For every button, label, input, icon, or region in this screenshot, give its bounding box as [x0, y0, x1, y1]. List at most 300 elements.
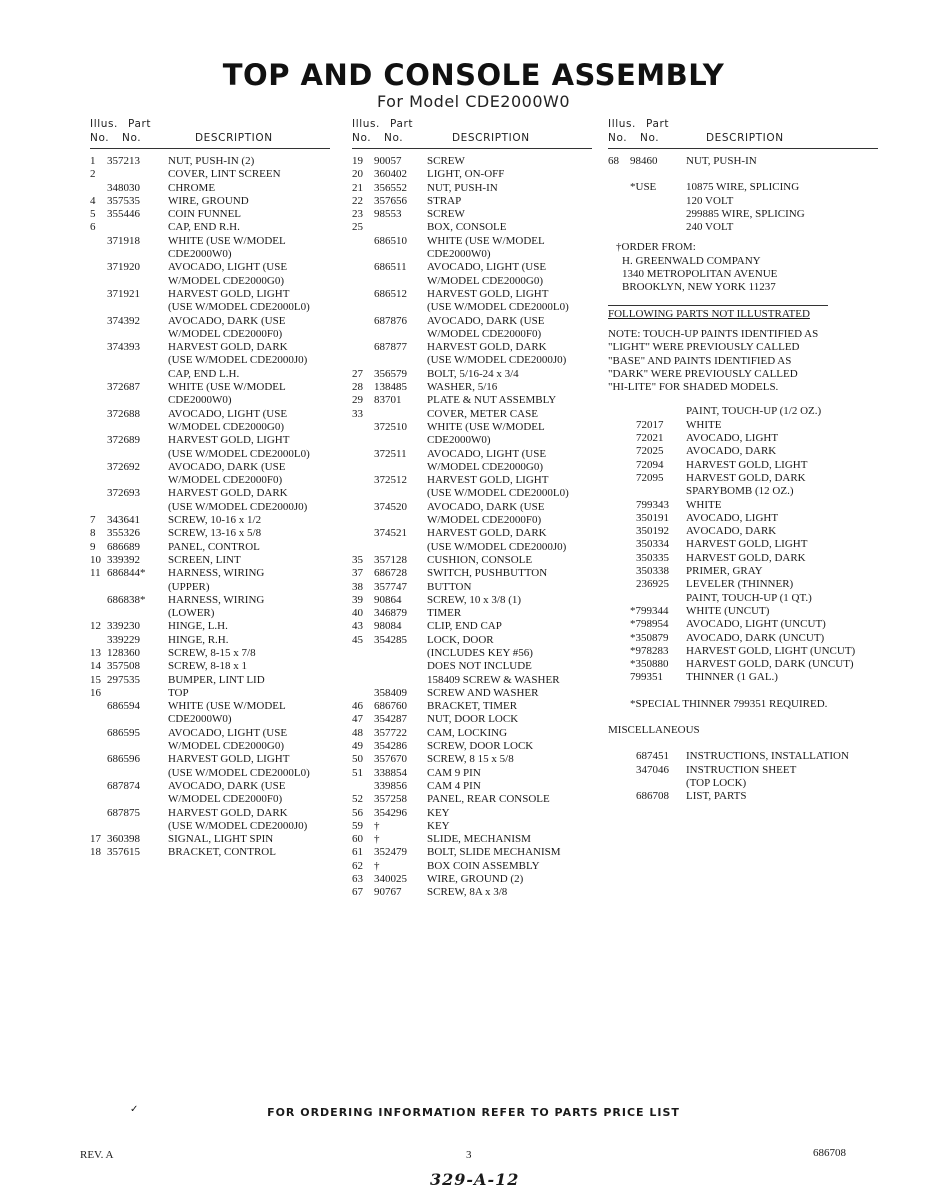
- column-header: [90, 118, 330, 149]
- spray-header-row: [608, 485, 878, 498]
- table-row: [352, 501, 592, 514]
- table-row: [90, 248, 330, 261]
- order-line: 1340 METROPOLITAN AVENUE: [622, 268, 778, 281]
- table-row: [90, 581, 330, 594]
- table-row: [608, 472, 878, 485]
- note-text: "LIGHT" WERE PREVIOUSLY CALLED: [608, 341, 800, 354]
- description: CAM 9 PIN: [427, 766, 481, 779]
- table-row: [90, 461, 330, 474]
- description: CLIP, END CAP: [427, 620, 502, 633]
- header-description: DESCRIPTION: [452, 132, 530, 144]
- part-no: 297535: [107, 673, 140, 686]
- part-no: 339230: [107, 620, 140, 633]
- description: HARVEST GOLD, LIGHT: [686, 538, 808, 551]
- table-row: [352, 647, 592, 660]
- description: CAP, END L.H.: [168, 367, 240, 380]
- header-no: No.: [122, 132, 142, 144]
- table-row: [90, 315, 330, 328]
- table-row: [608, 578, 878, 591]
- header-illus: Illus.: [608, 118, 636, 130]
- table-row: [352, 713, 592, 726]
- description: W/MODEL CDE2000G0): [168, 420, 284, 433]
- illus-no: 7: [90, 514, 96, 527]
- note-line: [608, 341, 878, 354]
- table-row: [352, 248, 592, 261]
- illus-no: 35: [352, 553, 363, 566]
- part-no: 687875: [107, 806, 140, 819]
- table-row: [90, 261, 330, 274]
- description: WHITE: [686, 418, 722, 431]
- table-row: [608, 445, 878, 458]
- description: WHITE (UNCUT): [686, 604, 770, 617]
- paint-header-row: [608, 405, 878, 418]
- page-number: 3: [466, 1149, 472, 1161]
- part-no: 686510: [374, 234, 407, 247]
- description: INSTRUCTIONS, INSTALLATION: [686, 750, 849, 763]
- table-row: [90, 780, 330, 793]
- illus-no: 33: [352, 407, 363, 420]
- illus-no: 16: [90, 686, 101, 699]
- footer-note: FOR ORDERING INFORMATION REFER TO PARTS PRICE LIST: [267, 1106, 680, 1119]
- part-no: 686511: [374, 261, 407, 274]
- part-no: †: [374, 859, 380, 872]
- description: (UPPER): [168, 580, 210, 593]
- part-no: 356552: [374, 181, 407, 194]
- description: SCREW, 8-15 x 7/8: [168, 646, 256, 659]
- description: BRACKET, CONTROL: [168, 846, 276, 859]
- table-row: [90, 727, 330, 740]
- description: HARVEST GOLD, LIGHT: [427, 287, 549, 300]
- header-part: Part: [390, 118, 414, 130]
- part-no: 72021: [636, 432, 664, 445]
- table-row: [90, 208, 330, 221]
- illus-no: 1: [90, 155, 96, 167]
- part-no: 98460: [630, 155, 658, 167]
- table-row: [90, 275, 330, 288]
- description: CAP, END R.H.: [168, 221, 240, 234]
- table-row: [90, 474, 330, 487]
- part-no: 686689: [107, 540, 140, 553]
- description: NUT, PUSH-IN: [686, 155, 757, 167]
- part-no: 686594: [107, 700, 140, 713]
- table-row: [352, 155, 592, 168]
- description: AVOCADO, DARK (USE: [168, 314, 286, 327]
- description: SCREW, 10 x 3/8 (1): [427, 593, 522, 606]
- part-no: 98553: [374, 208, 402, 221]
- table-row: [90, 607, 330, 620]
- description: (USE W/MODEL CDE2000L0): [168, 766, 310, 779]
- illus-no: 13: [90, 646, 101, 659]
- parts-column-1: [90, 118, 330, 860]
- table-row: [90, 235, 330, 248]
- illus-no: 56: [352, 806, 363, 819]
- part-no: 372512: [374, 474, 407, 487]
- table-row: [608, 605, 878, 618]
- table-row: [90, 660, 330, 673]
- illus-no: 61: [352, 846, 363, 859]
- part-no: 374520: [374, 500, 407, 513]
- part-no: 357615: [107, 846, 140, 859]
- description: HARNESS, WIRING: [168, 567, 265, 580]
- description: TIMER: [427, 607, 462, 620]
- part-no: 350335: [636, 551, 669, 564]
- table-row: [352, 182, 592, 195]
- table-row: [352, 687, 592, 700]
- table-row: [352, 607, 592, 620]
- tick-mark: ✓: [130, 1104, 139, 1115]
- part-no: 372689: [107, 434, 140, 447]
- spray-header: SPARYBOMB (12 OZ.): [686, 485, 794, 498]
- use-line-row: [608, 195, 878, 208]
- part-no: 98084: [374, 620, 402, 633]
- part-no: 72025: [636, 445, 664, 458]
- table-row: [90, 687, 330, 700]
- description: W/MODEL CDE2000F0): [168, 327, 283, 340]
- table-row: [352, 846, 592, 859]
- description: HARVEST GOLD, DARK: [427, 527, 547, 540]
- illus-no: 11: [90, 567, 101, 580]
- illus-no: 9: [90, 540, 96, 553]
- illus-no: 43: [352, 620, 363, 633]
- description: AVOCADO, LIGHT (USE: [168, 261, 288, 274]
- part-no: 346879: [374, 607, 407, 620]
- illus-no: 47: [352, 713, 363, 726]
- table-row: [90, 501, 330, 514]
- description: WHITE (USE W/MODEL: [168, 700, 286, 713]
- table-row: [90, 740, 330, 753]
- table-row: [90, 182, 330, 195]
- part-no: 350191: [636, 511, 669, 524]
- table-row: [90, 567, 330, 580]
- note-line: [608, 368, 878, 381]
- part-no: 374392: [107, 314, 140, 327]
- part-no: 354287: [374, 713, 407, 726]
- part-no: 354286: [374, 740, 407, 753]
- part-no: 371921: [107, 287, 140, 300]
- paint-header: PAINT, TOUCH-UP (1 QT.): [686, 591, 812, 604]
- description: HARVEST GOLD, DARK: [686, 471, 806, 484]
- illus-no: 62: [352, 859, 363, 872]
- part-no: 236925: [636, 578, 669, 591]
- table-row: [90, 448, 330, 461]
- header-no: No.: [384, 132, 404, 144]
- table-row: [352, 288, 592, 301]
- table-row: [352, 235, 592, 248]
- header-description: DESCRIPTION: [195, 132, 273, 144]
- table-row: [90, 434, 330, 447]
- description: PANEL, CONTROL: [168, 540, 260, 553]
- description: HARVEST GOLD, LIGHT: [168, 434, 290, 447]
- description: COVER, METER CASE: [427, 407, 538, 420]
- table-row: [608, 750, 878, 763]
- illus-no: 40: [352, 607, 363, 620]
- description: (USE W/MODEL CDE2000L0): [168, 301, 310, 314]
- illus-no: 46: [352, 700, 363, 713]
- part-no: 350334: [636, 538, 669, 551]
- table-row: [90, 487, 330, 500]
- description: HARNESS, WIRING: [168, 593, 265, 606]
- table-row: [90, 833, 330, 846]
- column-header: [608, 118, 878, 149]
- description: (LOWER): [168, 607, 215, 620]
- illus-no: 20: [352, 168, 363, 181]
- part-no: 371920: [107, 261, 140, 274]
- table-row: [90, 793, 330, 806]
- description: HARVEST GOLD, DARK: [686, 551, 806, 564]
- table-row: [352, 487, 592, 500]
- part-no: 687451: [636, 750, 669, 763]
- table-row: [608, 155, 878, 168]
- illus-no: 19: [352, 155, 363, 167]
- description: 158409 SCREW & WASHER: [427, 673, 560, 686]
- table-row: [352, 434, 592, 447]
- header-part: Part: [128, 118, 152, 130]
- table-row: [90, 514, 330, 527]
- part-no: 686512: [374, 287, 407, 300]
- description: W/MODEL CDE2000G0): [168, 274, 284, 287]
- description: AVOCADO, DARK (UNCUT): [686, 631, 825, 644]
- description: CDE2000W0): [168, 248, 232, 261]
- table-row: [352, 554, 592, 567]
- description: W/MODEL CDE2000G0): [427, 274, 543, 287]
- part-no: 686595: [107, 726, 140, 739]
- part-no: †: [374, 833, 380, 846]
- illus-no: 68: [608, 155, 619, 167]
- description: AVOCADO, LIGHT (USE: [168, 407, 288, 420]
- revision: REV. A: [80, 1149, 114, 1161]
- part-no: 686728: [374, 567, 407, 580]
- part-no: 799343: [636, 498, 669, 511]
- part-no: 357656: [374, 194, 407, 207]
- description: AVOCADO, DARK (USE: [427, 314, 545, 327]
- part-no: 686760: [374, 700, 407, 713]
- page-title: TOP AND CONSOLE ASSEMBLY: [222, 58, 725, 92]
- part-no: 374521: [374, 527, 407, 540]
- table-row: [352, 567, 592, 580]
- description: W/MODEL CDE2000F0): [168, 793, 283, 806]
- description: SWITCH, PUSHBUTTON: [427, 567, 548, 580]
- part-no: 355326: [107, 527, 140, 540]
- description: CUSHION, CONSOLE: [427, 553, 533, 566]
- order-row: [608, 268, 878, 281]
- description: (USE W/MODEL CDE2000L0): [427, 301, 569, 314]
- use-line-row: [608, 208, 878, 221]
- illus-no: 27: [352, 367, 363, 380]
- table-row: [608, 419, 878, 432]
- part-no: 686596: [107, 753, 140, 766]
- table-row: [352, 634, 592, 647]
- part-no: 356579: [374, 367, 407, 380]
- description: SCREW, DOOR LOCK: [427, 740, 534, 753]
- description: BOLT, 5/16-24 x 3/4: [427, 367, 519, 380]
- description: W/MODEL CDE2000F0): [427, 514, 542, 527]
- handwritten-note: 329-A-12: [430, 1170, 520, 1189]
- part-no: 338854: [374, 766, 407, 779]
- part-no: 687874: [107, 779, 140, 792]
- part-no: 72094: [636, 458, 664, 471]
- table-row: [90, 647, 330, 660]
- note-text: NOTE: TOUCH-UP PAINTS IDENTIFIED AS: [608, 327, 819, 340]
- table-row: [352, 275, 592, 288]
- description: NUT, DOOR LOCK: [427, 713, 519, 726]
- illus-no: 2: [90, 168, 96, 181]
- header-no: No.: [608, 132, 628, 144]
- part-no: 138485: [374, 381, 407, 394]
- table-row: [608, 764, 878, 777]
- illus-no: 6: [90, 221, 96, 234]
- table-row: [352, 833, 592, 846]
- illus-no: 37: [352, 567, 363, 580]
- part-no: 343641: [107, 514, 140, 527]
- description: CAM 4 PIN: [427, 779, 481, 792]
- description: CDE2000W0): [427, 434, 491, 447]
- part-no: *799344: [630, 604, 669, 617]
- description: THINNER (1 GAL.): [686, 671, 778, 684]
- illus-no: 25: [352, 221, 363, 234]
- table-row: [352, 448, 592, 461]
- part-no: 374393: [107, 341, 140, 354]
- description: BOX COIN ASSEMBLY: [427, 859, 540, 872]
- part-no: 372687: [107, 381, 140, 394]
- description: W/MODEL CDE2000F0): [427, 327, 542, 340]
- description: AVOCADO, LIGHT (USE: [427, 447, 547, 460]
- header-part: Part: [646, 118, 670, 130]
- table-row: [90, 195, 330, 208]
- table-row: [352, 354, 592, 367]
- table-row: [90, 155, 330, 168]
- paint-header: PAINT, TOUCH-UP (1/2 OZ.): [686, 405, 822, 418]
- part-no: 360402: [374, 168, 407, 181]
- description: HARVEST GOLD, LIGHT: [427, 474, 549, 487]
- table-row: [352, 301, 592, 314]
- description: CAM, LOCKING: [427, 726, 508, 739]
- header-no: No.: [352, 132, 372, 144]
- description: W/MODEL CDE2000F0): [168, 474, 283, 487]
- part-no: 355446: [107, 208, 140, 221]
- illus-no: 4: [90, 194, 96, 207]
- part-no: 90767: [374, 886, 402, 899]
- use-label: *USE: [630, 181, 657, 194]
- description: SLIDE, MECHANISM: [427, 833, 531, 846]
- description: INSTRUCTION SHEET: [686, 763, 797, 776]
- description: HARVEST GOLD, LIGHT: [168, 753, 290, 766]
- table-row: [352, 368, 592, 381]
- description: LIST, PARTS: [686, 790, 747, 803]
- table-row: [608, 790, 878, 803]
- order-row: [608, 281, 878, 294]
- column-header: [352, 118, 592, 149]
- description: PLATE & NUT ASSEMBLY: [427, 394, 557, 407]
- part-no: 72095: [636, 471, 664, 484]
- table-row: [352, 780, 592, 793]
- table-row: [352, 860, 592, 873]
- table-row: [90, 328, 330, 341]
- part-no: 90864: [374, 593, 402, 606]
- description: AVOCADO, LIGHT: [686, 432, 779, 445]
- description: HARVEST GOLD, DARK: [427, 341, 547, 354]
- header-no: No.: [90, 132, 110, 144]
- illus-no: 17: [90, 833, 101, 846]
- description: WHITE: [686, 498, 722, 511]
- table-row: [352, 660, 592, 673]
- description: TOP: [168, 686, 189, 699]
- description: WIRE, GROUND: [168, 194, 249, 207]
- description: COVER, LINT SCREEN: [168, 168, 281, 181]
- description: HARVEST GOLD, DARK: [168, 487, 288, 500]
- order-line: BROOKLYN, NEW YORK 11237: [622, 281, 776, 294]
- illus-no: 23: [352, 208, 363, 221]
- description: (USE W/MODEL CDE2000J0): [168, 819, 308, 832]
- part-no: 339229: [107, 633, 140, 646]
- part-no: 372510: [374, 420, 407, 433]
- table-row: [352, 394, 592, 407]
- part-no: 354296: [374, 806, 407, 819]
- note-line: [608, 381, 878, 394]
- table-row: [352, 514, 592, 527]
- description: HARVEST GOLD, LIGHT: [168, 287, 290, 300]
- part-no: 686844*: [107, 567, 146, 580]
- table-row: [90, 620, 330, 633]
- description: DOES NOT INCLUDE: [427, 660, 532, 673]
- table-row: [352, 674, 592, 687]
- part-no: 357258: [374, 793, 407, 806]
- part-no: 372692: [107, 460, 140, 473]
- part-no: 357670: [374, 753, 407, 766]
- description: CDE2000W0): [168, 713, 232, 726]
- table-row: [608, 512, 878, 525]
- order-from: [608, 241, 878, 254]
- table-row: [352, 527, 592, 540]
- table-row: [90, 820, 330, 833]
- table-row: [352, 807, 592, 820]
- table-row: [608, 432, 878, 445]
- description: SCREW: [427, 208, 465, 221]
- table-row: [90, 846, 330, 859]
- parts-column-3: [608, 118, 878, 803]
- description: CDE2000W0): [427, 248, 491, 261]
- table-row: [352, 421, 592, 434]
- part-no: 83701: [374, 394, 402, 407]
- part-no: 687877: [374, 341, 407, 354]
- part-no: 686708: [636, 790, 669, 803]
- use-line: 10875 WIRE, SPLICING: [686, 181, 800, 194]
- description: SCREW, 13-16 x 5/8: [168, 527, 262, 540]
- table-row: [90, 394, 330, 407]
- table-row: [352, 700, 592, 713]
- table-row: [90, 221, 330, 234]
- table-row: [352, 581, 592, 594]
- description: (TOP LOCK): [686, 776, 747, 789]
- illus-no: 52: [352, 793, 363, 806]
- part-no: 339392: [107, 553, 140, 566]
- description: BUMPER, LINT LID: [168, 673, 265, 686]
- table-row: [90, 807, 330, 820]
- part-no: 357747: [374, 580, 407, 593]
- illus-no: 67: [352, 886, 363, 899]
- part-no: 357128: [374, 553, 407, 566]
- description: KEY: [427, 819, 450, 832]
- order-line: †ORDER FROM:: [616, 241, 696, 254]
- part-no: 347046: [636, 763, 669, 776]
- illus-no: 45: [352, 633, 363, 646]
- description: BRACKET, TIMER: [427, 700, 518, 713]
- illus-no: 51: [352, 766, 363, 779]
- use-line: 299885 WIRE, SPLICING: [686, 207, 805, 220]
- description: W/MODEL CDE2000G0): [427, 460, 543, 473]
- table-row: [608, 671, 878, 684]
- description: (USE W/MODEL CDE2000J0): [427, 354, 567, 367]
- description: AVOCADO, LIGHT: [686, 511, 779, 524]
